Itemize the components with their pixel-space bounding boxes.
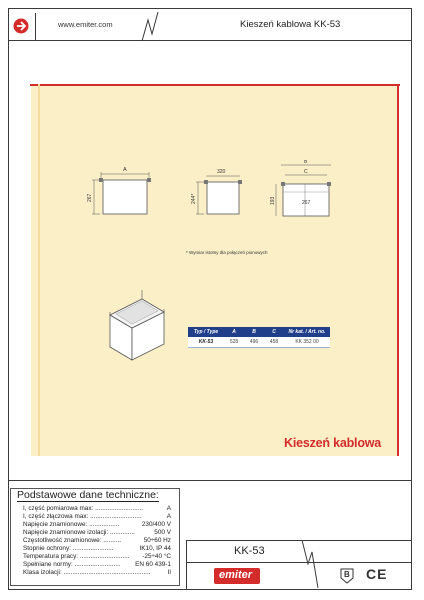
dim-320-label: 320 [217,169,226,175]
tech-row-label: Napięcie znamionowe: ................. [23,521,120,528]
tech-row-label: Częstotliwość znamionowe: .......... [23,537,122,544]
cell-art-no: KK 352 00 [284,337,330,348]
table-header-row [188,327,330,337]
tech-row-value: IK10, IP 44 [139,545,171,552]
model-name: KK-53 [234,545,265,557]
dim-244-label: 244* [191,193,197,204]
tech-title: Podstawowe dane techniczne: [17,489,159,501]
dimension-note: * Wymiar istotny dla połączeń pionowych [186,250,268,255]
tech-row-value: II [167,569,171,576]
model-box-top-line [186,540,412,541]
tech-row-value: -25÷40 °C [142,553,171,560]
tech-row-value: 50÷60 Hz [143,537,171,544]
cell-a: 528 [224,337,244,348]
red-border-top [30,84,400,86]
header-b: B [244,327,264,337]
b-mark-label: B [344,570,350,579]
drawing-inner-edge [38,84,40,456]
tech-row-value: A [166,505,171,512]
tech-row-value: 500 V [154,529,171,536]
header-c: C [264,327,284,337]
red-border-right [397,84,399,456]
tech-row-label: Stopnie ochrony: ....................... [23,545,114,552]
tech-row-label: Napięcie znamionowe izolacji: .............. [23,529,135,536]
table-row [188,337,330,348]
model-box-mid-line [186,562,412,563]
emiter-logo-icon [13,18,29,34]
header-a: A [224,327,244,337]
header-art-no: Nr kat. / Art. no. [284,327,330,337]
model-box-left-line [186,540,187,590]
website-link[interactable]: www.emiter.com [58,20,113,29]
break-mark-icon [140,10,160,42]
header-type: Typ / Type [188,327,224,337]
tech-title-underline [17,501,159,502]
header-separator [35,13,36,40]
cell-c: 458 [264,337,284,348]
tech-row-value: A [166,513,171,520]
tech-row-value: EN 60 439-1 [135,561,171,568]
dim-a-label: A [123,167,127,173]
tech-data-box [10,488,180,586]
header-divider [8,40,412,41]
spec-table [188,327,330,348]
tech-row-label: Spełniane normy: .......................... [23,561,121,568]
footer-divider [8,480,412,481]
tech-row-label: I, część pomiarowa max: ........................... [23,505,144,512]
tech-row-label: Temperatura pracy: ............................ [23,553,130,560]
emiter-brand-logo [214,568,260,584]
ce-mark: CE [366,566,388,582]
product-caption: Kieszeń kablowa [284,436,382,450]
b-mark-icon [340,568,354,584]
tech-row-label: Klasa izolacji: ................................................. [23,569,151,576]
tech-row-label: I, część złączowa max: ............................. [23,513,142,520]
footer-break-mark-icon [300,538,320,590]
dim-193-label: 193 [270,196,276,205]
page-title: Kieszeń kablowa KK-53 [240,19,341,30]
dim-b-label: B [304,160,308,165]
dim-267b-label: 267 [302,200,311,206]
tech-row-value: 230/400 V [141,521,171,528]
cell-type: KK-53 [188,337,224,348]
brand-name: emiter [219,569,253,581]
side-view-drawing [196,176,242,214]
front-view-drawing [92,172,151,214]
dim-267-label: 267 [87,193,93,202]
dim-c-label: C [304,169,308,175]
isometric-view-drawing [110,290,164,360]
cell-b: 496 [244,337,264,348]
